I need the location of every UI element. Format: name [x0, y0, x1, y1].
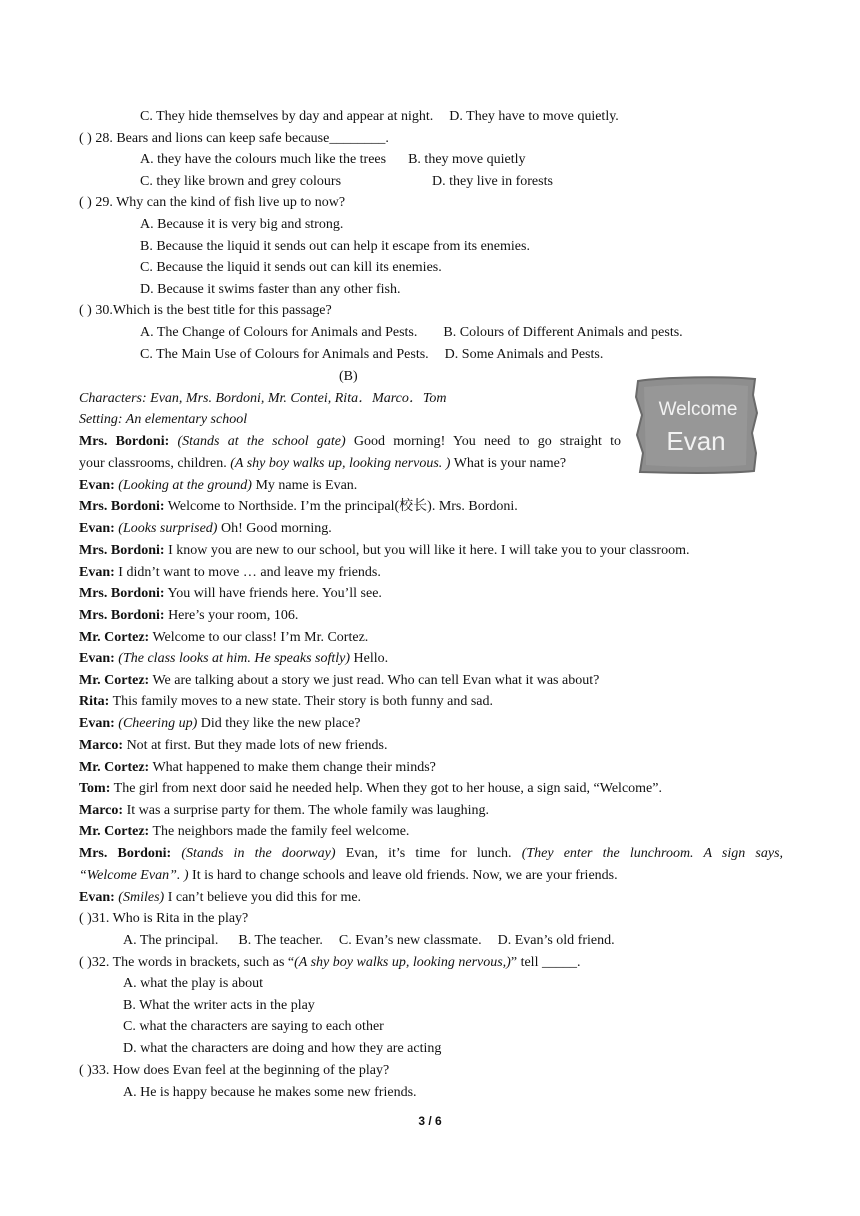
speaker: Tom: [79, 781, 111, 796]
dialogue: What happened to make them change their minds? [149, 760, 436, 775]
q31-option-b: B. The teacher. [238, 933, 323, 948]
answer-blank[interactable]: ( ) [79, 955, 92, 970]
speaker: Mr. Cortez: [79, 630, 150, 645]
speaker: Mrs. Bordoni: [79, 499, 165, 514]
q33-stem: 33. How does Evan feel at the beginning of the play? [91, 1063, 390, 1078]
q32-option-c: C. what the characters are saying to each other [123, 1019, 384, 1034]
speaker: Evan: [79, 478, 115, 493]
q30-option-c: C. The Main Use of Colours for Animals and Pests. [140, 347, 429, 362]
answer-blank[interactable]: ( ) [79, 195, 92, 210]
stage-direction: (Smiles) [118, 890, 165, 905]
dialogue: your classrooms, children. [79, 456, 231, 471]
q27-options-cd [140, 108, 619, 126]
q28-option-d: D. they live in forests [432, 174, 553, 189]
play-line [79, 780, 662, 798]
q28-stem-line [79, 130, 389, 148]
speaker: Evan: [79, 521, 115, 536]
play-line [79, 867, 618, 885]
q29-option-d: D. Because it swims faster than any other fish. [140, 282, 401, 297]
q32-option-b: B. What the writer acts in the play [123, 998, 315, 1013]
q32-stem-line [79, 954, 580, 972]
dialogue: It is hard to change schools and leave old friends. Now, we are your friends. [188, 868, 618, 883]
dialogue: The neighbors made the family feel welcome. [149, 824, 410, 839]
q30-stem: 30.Which is the best title for this passage? [95, 303, 332, 318]
play-line [79, 520, 332, 538]
setting-line: Setting: An elementary school [79, 412, 248, 427]
speaker: Mrs. Bordoni: [79, 543, 165, 558]
answer-blank[interactable]: ( ) [79, 911, 92, 926]
speaker: Mr. Cortez: [79, 760, 150, 775]
dialogue: I know you are new to our school, but you will like it here. I will take you to your classroom. [164, 543, 690, 558]
speaker: Evan: [79, 890, 115, 905]
dialogue: Welcome to our class! I’m Mr. Cortez. [149, 630, 369, 645]
dialogue: My name is Evan. [251, 478, 358, 493]
speaker: Mrs. Bordoni: [79, 434, 170, 449]
play-line [79, 693, 493, 711]
characters-line: Characters: Evan, Mrs. Bordoni, Mr. Contei, Rita．Marco．Tom [79, 391, 447, 406]
stage-direction: (Looks surprised) [118, 521, 218, 536]
q32-option-d: D. what the characters are doing and how they are acting [123, 1041, 442, 1056]
stage-direction: (Cheering up) [118, 716, 198, 731]
speaker: Marco: [79, 738, 124, 753]
sign-text-welcome: Welcome [658, 399, 738, 420]
dialogue: Evan, it’s time for lunch. [335, 846, 512, 861]
q31-stem-line [79, 910, 248, 928]
play-line [79, 629, 368, 647]
q29-stem-line [79, 194, 345, 212]
q28-stem: 28. Bears and lions can keep safe because________. [95, 131, 389, 146]
play-line [79, 715, 361, 733]
sign-text-evan: Evan [666, 426, 726, 456]
speaker: Rita: [79, 694, 110, 709]
dialogue: The girl from next door said he needed help. When they got to her house, a sign said, “Welcome”. [110, 781, 662, 796]
welcome-sign-image [634, 375, 762, 475]
answer-blank[interactable]: ( ) [79, 131, 92, 146]
dialogue: We are talking about a story we just read. Who can tell Evan what it was about? [149, 673, 600, 688]
q31-options [123, 932, 615, 950]
q33-stem-line [79, 1062, 389, 1080]
dialogue: Hello. [350, 651, 389, 666]
dialogue: Here’s your room, 106. [164, 608, 299, 623]
q27-option-c: C. They hide themselves by day and appear at night. [140, 109, 434, 124]
dialogue: I didn’t want to move … and leave my friends. [114, 565, 381, 580]
dialogue: Good morning! You need to go straight to [345, 434, 622, 449]
q29-option-b: B. Because the liquid it sends out can help it escape from its enemies. [140, 239, 530, 254]
q29-stem: 29. Why can the kind of fish live up to now? [95, 195, 346, 210]
stage-direction: (A shy boy walks up, looking nervous. ) [230, 456, 451, 471]
dialogue: You will have friends here. You’ll see. [164, 586, 382, 601]
play-line [79, 564, 381, 582]
play-line [79, 542, 689, 560]
play-line [79, 823, 409, 841]
q31-stem: 31. Who is Rita in the play? [91, 911, 249, 926]
play-line [79, 737, 387, 755]
dialogue: Welcome to Northside. I’m the principal(校长). Mrs. Bordoni. [164, 499, 518, 514]
q27-option-d: D. They have to move quietly. [449, 109, 619, 124]
dialogue: Not at first. But they made lots of new friends. [123, 738, 388, 753]
play-line [79, 498, 518, 516]
play-line [79, 477, 357, 495]
dialogue: This family moves to a new state. Their story is both funny and sad. [109, 694, 493, 709]
stage-direction: (Stands in the doorway) [181, 846, 336, 861]
speaker: Mr. Cortez: [79, 673, 150, 688]
speaker: Evan: [79, 716, 115, 731]
speaker: Mrs. Bordoni: [79, 846, 172, 861]
play-line [79, 455, 566, 473]
q32-stem-quote: (A shy boy walks up, looking nervous,) [294, 955, 511, 970]
stage-direction: (Looking at the ground) [118, 478, 252, 493]
dialogue: Oh! Good morning. [217, 521, 332, 536]
q31-option-a: A. The principal. [123, 933, 219, 948]
play-line [79, 585, 382, 603]
q28-options-ab [140, 151, 526, 169]
stage-direction: (Stands at the school gate) [177, 434, 346, 449]
play-line [79, 802, 489, 820]
q28-options-cd [140, 173, 553, 191]
play-line [79, 607, 298, 625]
speaker: Evan: [79, 651, 115, 666]
speaker: Mrs. Bordoni: [79, 586, 165, 601]
q30-stem-line [79, 302, 332, 320]
speaker: Marco: [79, 803, 124, 818]
q29-option-c: C. Because the liquid it sends out can kill its enemies. [140, 260, 442, 275]
play-line [79, 672, 599, 690]
speaker: Mr. Cortez: [79, 824, 150, 839]
play-line [79, 433, 621, 451]
q33-option-a: A. He is happy because he makes some new friends. [123, 1085, 417, 1100]
dialogue: I can’t believe you did this for me. [164, 890, 362, 905]
play-line [79, 650, 388, 668]
q30-options-ab [140, 324, 683, 342]
q30-option-b: B. Colours of Different Animals and pests. [443, 325, 683, 340]
q32-option-a: A. what the play is about [123, 976, 263, 991]
q31-option-c: C. Evan’s new classmate. [338, 933, 482, 948]
dialogue: What is your name? [450, 456, 567, 471]
stage-direction: (The class looks at him. He speaks softly) [118, 651, 351, 666]
answer-blank[interactable]: ( ) [79, 303, 92, 318]
dialogue: Did they like the new place? [197, 716, 361, 731]
play-line [79, 759, 436, 777]
q30-option-a: A. The Change of Colours for Animals and Pests. [140, 325, 418, 340]
speaker: Evan: [79, 565, 115, 580]
q28-option-c: C. they like brown and grey colours [140, 174, 342, 189]
section-heading: (B) [339, 369, 358, 384]
dialogue: It was a surprise party for them. The whole family was laughing. [123, 803, 490, 818]
speaker: Mrs. Bordoni: [79, 608, 165, 623]
q32-stem-end: ” tell _____. [510, 955, 581, 970]
stage-direction: “Welcome Evan”. ) [79, 868, 189, 883]
play-line [79, 845, 783, 863]
q30-options-cd [140, 346, 603, 364]
play-line [79, 889, 361, 907]
q28-option-a: A. they have the colours much like the trees [140, 152, 387, 167]
page-number: 3 / 6 [418, 1114, 442, 1128]
q32-stem: 32. The words in brackets, such as “ [91, 955, 295, 970]
q29-option-a: A. Because it is very big and strong. [140, 217, 344, 232]
answer-blank[interactable]: ( ) [79, 1063, 92, 1078]
q31-option-d: D. Evan’s old friend. [497, 933, 615, 948]
stage-direction: (They enter the lunchroom. A sign says, [521, 846, 784, 861]
q28-option-b: B. they move quietly [408, 152, 526, 167]
q30-option-d: D. Some Animals and Pests. [444, 347, 604, 362]
